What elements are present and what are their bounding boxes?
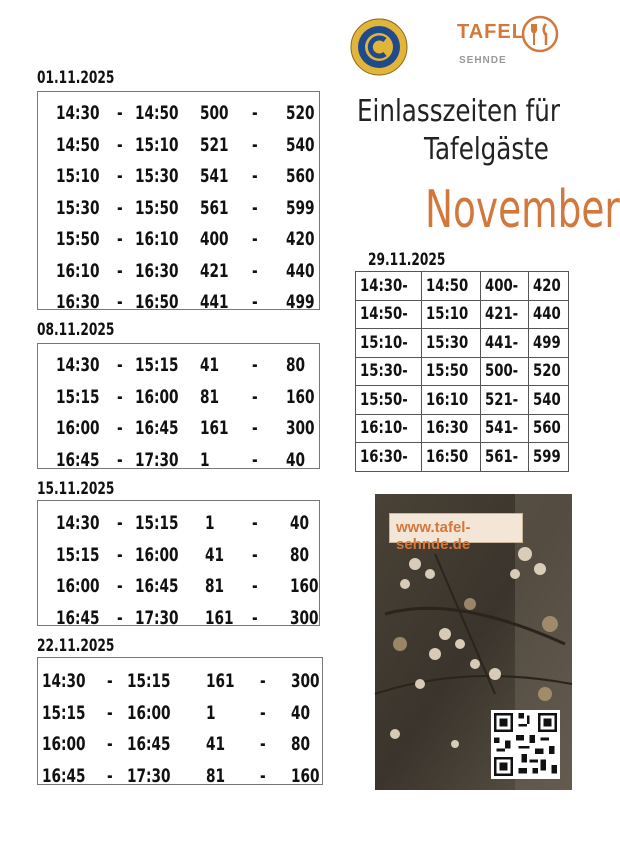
time-dash: - [107, 764, 113, 787]
number-dash: - [252, 165, 258, 187]
time-dash: - [117, 291, 123, 313]
number-from-cell [481, 357, 529, 386]
schedule-row [356, 272, 569, 301]
number-to: 420 [286, 228, 315, 250]
number-to: 300 [291, 670, 320, 692]
end-time: 16:30 [135, 259, 179, 282]
schedule-table [37, 500, 320, 629]
qr-code-icon[interactable] [491, 710, 560, 779]
number-to-cell [528, 443, 569, 472]
schedule-row [38, 601, 319, 632]
number-dash: - [252, 291, 258, 313]
number-to: 599 [532, 446, 561, 467]
schedule-row [38, 128, 319, 159]
number-dash: - [260, 701, 266, 724]
start-time-cell [356, 414, 422, 443]
start-time: 14:30 [56, 354, 100, 376]
schedule-row [38, 380, 319, 411]
start-time: 15:15 [56, 543, 100, 566]
start-time: 16:45 [42, 764, 86, 787]
time-dash: - [117, 417, 123, 439]
number-to: 80 [291, 733, 311, 755]
schedule-table [37, 657, 323, 785]
number-to-cell [528, 357, 569, 386]
end-time: 16:00 [127, 701, 171, 724]
start-time: 14:50 [56, 133, 100, 156]
schedule-table-29 [355, 271, 569, 472]
end-time: 16:45 [135, 575, 179, 597]
number-from: 400 [200, 228, 229, 250]
start-time: 15:50- [360, 389, 408, 410]
end-time: 15:50 [135, 196, 179, 219]
schedule-date-29: 29.11.2025 [368, 250, 446, 270]
time-dash: - [117, 512, 123, 534]
number-to: 160 [290, 575, 319, 597]
end-time-cell [422, 386, 481, 415]
schedule-date: 22.11.2025 [37, 636, 115, 656]
number-from: 521- [485, 389, 519, 410]
number-to: 300 [290, 606, 319, 629]
number-dash: - [260, 670, 266, 692]
number-from: 1 [200, 448, 210, 471]
number-from: 81 [200, 385, 220, 408]
start-time: 15:15 [42, 701, 86, 724]
time-dash: - [117, 133, 123, 156]
start-time-cell [356, 357, 422, 386]
number-to: 560 [286, 165, 315, 187]
schedule-row [38, 664, 322, 695]
schedule-row [356, 357, 569, 386]
start-time: 15:30 [56, 196, 100, 219]
schedule-row [38, 443, 319, 474]
number-to: 499 [532, 332, 561, 353]
number-from: 161 [200, 417, 229, 439]
number-dash: - [252, 417, 258, 439]
end-time: 14:50 [426, 275, 469, 296]
start-time: 16:00 [56, 575, 100, 597]
tafel-logo-text: TAFEL [457, 21, 525, 43]
number-to-cell [528, 386, 569, 415]
tafel-logo-city: SEHNDE [459, 55, 507, 66]
schedule-row [38, 569, 319, 600]
end-time: 16:30 [426, 418, 469, 439]
number-from: 421 [200, 259, 229, 282]
end-time: 15:50 [426, 361, 469, 382]
start-time: 15:30- [360, 361, 408, 382]
time-dash: - [117, 575, 123, 597]
number-to: 160 [286, 385, 315, 408]
time-dash: - [117, 259, 123, 282]
time-dash: - [117, 606, 123, 629]
schedule-row [38, 159, 319, 190]
start-time-cell [356, 443, 422, 472]
number-from: 41 [206, 733, 226, 755]
number-from: 81 [206, 764, 226, 787]
start-time: 16:00 [42, 733, 86, 755]
number-from: 1 [206, 701, 216, 724]
schedule-row [38, 538, 319, 569]
end-time: 16:50 [426, 446, 469, 467]
number-from-cell [481, 272, 529, 301]
end-time-cell [422, 443, 481, 472]
start-time: 14:30- [360, 275, 408, 296]
time-dash: - [107, 701, 113, 724]
number-dash: - [252, 448, 258, 471]
number-from: 161 [205, 606, 234, 629]
end-time: 15:10 [135, 133, 179, 156]
end-time-cell [422, 329, 481, 358]
number-to: 520 [286, 102, 315, 124]
number-to: 599 [286, 196, 315, 219]
website-text: www.tafel-sehnde.de [396, 519, 471, 553]
month-title: November [425, 180, 620, 240]
number-to: 440 [532, 304, 561, 325]
number-dash: - [252, 102, 258, 124]
start-time: 16:30- [360, 446, 408, 467]
number-to: 420 [532, 275, 561, 296]
start-time: 14:50- [360, 304, 408, 325]
number-dash: - [252, 385, 258, 408]
end-time-cell [422, 357, 481, 386]
schedule-row [38, 727, 322, 758]
end-time: 16:45 [127, 733, 171, 755]
number-from-cell [481, 329, 529, 358]
end-time: 17:30 [127, 764, 171, 787]
schedule-table [37, 343, 320, 469]
end-time: 16:45 [135, 417, 179, 439]
end-time-cell [422, 300, 481, 329]
end-time: 16:10 [135, 228, 179, 250]
number-from: 1 [205, 512, 215, 534]
start-time-cell [356, 272, 422, 301]
number-from: 161 [206, 670, 235, 692]
start-time: 16:10- [360, 418, 408, 439]
number-dash: - [260, 733, 266, 755]
number-to: 40 [286, 448, 306, 471]
schedule-date: 01.11.2025 [37, 68, 115, 88]
schedule-row [38, 348, 319, 379]
number-to-cell [528, 414, 569, 443]
number-from: 541 [200, 165, 229, 187]
time-dash: - [117, 543, 123, 566]
schedule-row [38, 96, 319, 127]
schedule-row [38, 506, 319, 537]
number-dash: - [252, 575, 258, 597]
number-to: 499 [286, 291, 315, 313]
schedule-row [38, 222, 319, 253]
end-time: 16:10 [426, 389, 469, 410]
time-dash: - [117, 102, 123, 124]
civitan-logo [350, 18, 408, 76]
number-to-cell [528, 272, 569, 301]
schedule-row [38, 759, 322, 790]
schedule-date: 08.11.2025 [37, 320, 115, 340]
number-from-cell [481, 414, 529, 443]
start-time-cell [356, 300, 422, 329]
schedule-date: 15.11.2025 [37, 479, 115, 499]
number-to: 540 [532, 389, 561, 410]
schedule-row [38, 411, 319, 442]
start-time-cell [356, 386, 422, 415]
number-to: 520 [532, 361, 561, 382]
end-time: 16:00 [135, 385, 179, 408]
end-time: 17:30 [135, 606, 179, 629]
number-to: 540 [286, 133, 315, 156]
schedule-row [356, 386, 569, 415]
number-to-cell [528, 300, 569, 329]
start-time: 16:45 [56, 448, 100, 471]
cutlery-icon [521, 15, 559, 53]
end-time: 15:30 [135, 165, 179, 187]
end-time: 16:00 [135, 543, 179, 566]
end-time-cell [422, 272, 481, 301]
number-dash: - [260, 764, 266, 787]
number-from: 541- [485, 418, 519, 439]
number-from: 441 [200, 291, 229, 313]
schedule-row [38, 285, 319, 316]
time-dash: - [117, 196, 123, 219]
start-time: 16:10 [56, 259, 100, 282]
schedule-table [37, 91, 320, 313]
start-time: 16:45 [56, 606, 100, 629]
end-time: 17:30 [135, 448, 179, 471]
end-time: 15:15 [127, 670, 171, 692]
number-from: 561- [485, 446, 519, 467]
end-time-cell [422, 414, 481, 443]
schedule-row [356, 414, 569, 443]
end-time: 15:15 [135, 354, 179, 376]
number-from: 441- [485, 332, 519, 353]
number-to: 440 [286, 259, 315, 282]
schedule-row [38, 696, 322, 727]
time-dash: - [107, 733, 113, 755]
number-from: 500 [200, 102, 229, 124]
number-to: 40 [290, 512, 310, 534]
start-time: 16:30 [56, 291, 100, 313]
website-label[interactable] [389, 513, 523, 553]
time-dash: - [117, 228, 123, 250]
heading-line-2: Tafelgäste [424, 132, 549, 167]
time-dash: - [117, 354, 123, 376]
schedule-row [356, 443, 569, 472]
start-time: 15:15 [56, 385, 100, 408]
heading-line-1: Einlasszeiten für [357, 94, 560, 129]
start-time: 14:30 [42, 670, 86, 692]
time-dash: - [117, 165, 123, 187]
number-dash: - [252, 354, 258, 376]
time-dash: - [117, 385, 123, 408]
end-time: 15:10 [426, 304, 469, 325]
number-from: 41 [205, 543, 225, 566]
start-time: 16:00 [56, 417, 100, 439]
number-dash: - [252, 512, 258, 534]
start-time: 15:10 [56, 165, 100, 187]
number-from-cell [481, 386, 529, 415]
time-dash: - [117, 448, 123, 471]
number-from: 561 [200, 196, 229, 219]
end-time: 15:30 [426, 332, 469, 353]
number-to: 80 [286, 354, 306, 376]
end-time: 14:50 [135, 102, 179, 124]
number-from: 41 [200, 354, 220, 376]
number-dash: - [252, 259, 258, 282]
number-to-cell [528, 329, 569, 358]
number-to: 300 [286, 417, 315, 439]
start-time: 15:10- [360, 332, 408, 353]
number-from-cell [481, 443, 529, 472]
start-time: 14:30 [56, 102, 100, 124]
number-dash: - [252, 543, 258, 566]
number-from: 421- [485, 304, 519, 325]
start-time-cell [356, 329, 422, 358]
number-from: 500- [485, 361, 519, 382]
schedule-row [356, 300, 569, 329]
number-dash: - [252, 228, 258, 250]
number-to: 80 [290, 543, 310, 566]
schedule-row [356, 329, 569, 358]
number-from-cell [481, 300, 529, 329]
number-from: 81 [205, 575, 225, 597]
number-dash: - [252, 196, 258, 219]
number-to: 160 [291, 764, 320, 787]
schedule-row [38, 191, 319, 222]
schedule-row [38, 254, 319, 285]
number-from: 400- [485, 275, 519, 296]
number-from: 521 [200, 133, 229, 156]
start-time: 14:30 [56, 512, 100, 534]
end-time: 16:50 [135, 291, 179, 313]
number-dash: - [252, 606, 258, 629]
number-to: 40 [291, 701, 311, 724]
start-time: 15:50 [56, 228, 100, 250]
time-dash: - [107, 670, 113, 692]
number-dash: - [252, 133, 258, 156]
end-time: 15:15 [135, 512, 179, 534]
number-to: 560 [532, 418, 561, 439]
